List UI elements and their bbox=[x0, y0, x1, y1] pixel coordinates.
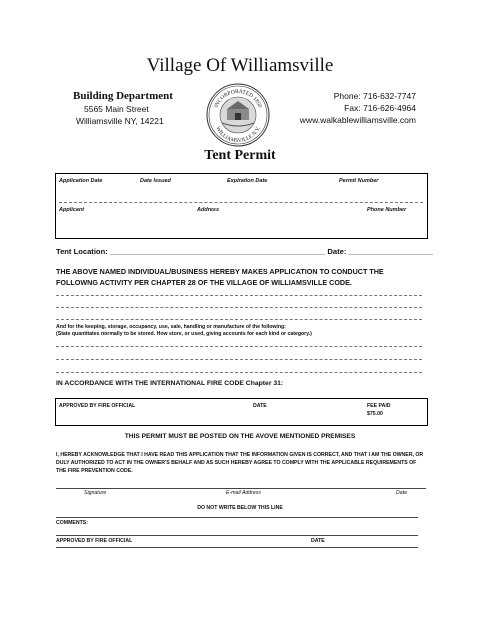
label-date-issued: Date Issued bbox=[140, 178, 171, 184]
label-application-date: Application Date bbox=[59, 178, 103, 184]
signature-date-label: Date bbox=[396, 490, 407, 496]
applicant-info-box bbox=[55, 173, 428, 239]
label-applicant: Applicant bbox=[59, 207, 85, 213]
comments-top-line bbox=[56, 517, 418, 518]
comments-bottom-line[interactable] bbox=[56, 535, 418, 536]
activity-line-3[interactable] bbox=[56, 319, 422, 320]
storage-line-3[interactable] bbox=[56, 372, 422, 373]
address-line-2: Williamsville NY, 14221 bbox=[76, 116, 164, 126]
activity-line-2[interactable] bbox=[56, 307, 422, 308]
tent-location-row bbox=[56, 247, 433, 256]
approval-box bbox=[55, 398, 428, 426]
dashed-divider bbox=[59, 202, 423, 203]
tent-location-label: Tent Location: bbox=[56, 247, 108, 256]
label-expiration-date: Expiration Date bbox=[227, 178, 268, 184]
website-text: www.walkablewilliamsville.com bbox=[299, 115, 416, 125]
phone-text: Phone: 716-632-7747 bbox=[333, 91, 416, 101]
email-label: E-mail Address bbox=[226, 490, 261, 496]
tent-date-label: Date: bbox=[327, 247, 347, 256]
acknowledgement-text: I, HEREBY ACKNOWLEDGE THAT I HAVE READ THIS APPLICATION THAT THE INFORMATION GIVEN IS CORRECT, AND THAT I AM THE OWNER, OR DULY AUTHORIZED TO ACT IN THE OWNER'S BEHALF AND AS SUCH HEREBY AGREE TO COMPLY WITH THE APPLICABLE REQUIREMENTS OF THE FIRE PREVENTION CODE. bbox=[56, 452, 424, 474]
comments-label: COMMENTS: bbox=[56, 520, 88, 526]
seal-bottom-text: WILLIAMSVILLE N.Y. bbox=[214, 125, 262, 145]
fax-text: Fax: 716-626-4964 bbox=[344, 103, 416, 113]
label-phone-number: Phone Number bbox=[367, 207, 407, 213]
page-title: Village Of Williamsville bbox=[146, 55, 334, 76]
department-name: Building Department bbox=[73, 90, 173, 102]
storage-line-2[interactable] bbox=[56, 359, 422, 360]
bottom-approval-line[interactable] bbox=[56, 547, 418, 548]
keeping-text-2: (State quantitates normally to be stored. How store, or used, giving accounts for each kind or category.) bbox=[56, 331, 312, 337]
form-title: Tent Permit bbox=[204, 148, 276, 163]
seal-top-text: INCORPORATED 1850 bbox=[213, 88, 263, 109]
storage-line-1[interactable] bbox=[56, 346, 422, 347]
tent-date-blank[interactable]: ____________________ bbox=[348, 247, 433, 256]
bottom-date-label: DATE bbox=[311, 538, 325, 544]
posting-notice: THIS PERMIT MUST BE POSTED ON THE AVOVE MENTIONED PREMISES bbox=[124, 433, 356, 440]
approved-by-label: APPROVED BY FIRE OFFICIAL bbox=[59, 403, 136, 409]
label-address: Address bbox=[197, 207, 220, 213]
signature-label: Signature bbox=[84, 490, 107, 496]
do-not-write-notice: DO NOT WRITE BELOW THIS LINE bbox=[197, 505, 283, 511]
fee-amount: $75.00 bbox=[367, 411, 383, 417]
keeping-text-1: And for the keeping, storage, occupancy, use, sale, handling or manufacture of the following: bbox=[56, 324, 286, 330]
tent-location-blank[interactable]: ___________________________________________________ bbox=[109, 247, 326, 256]
village-seal bbox=[205, 82, 271, 148]
fire-code-statement: IN ACCORDANCE WITH THE INTERNATIONAL FIRE CODE Chapter 31: bbox=[56, 380, 284, 387]
bottom-approved-by-label: APPROVED BY FIRE OFFICIAL bbox=[56, 538, 133, 544]
signature-line[interactable] bbox=[56, 488, 426, 489]
address-line-1: 5565 Main Street bbox=[84, 104, 149, 114]
activity-line-1[interactable] bbox=[56, 295, 422, 296]
fee-paid-label: FEE PAID bbox=[367, 403, 391, 409]
application-statement: THE ABOVE NAMED INDIVIDUAL/BUSINESS HEREBY MAKES APPLICATION TO CONDUCT THE FOLLOWNG ACTIVITY PER CHAPTER 28 OF THE VILLAGE OF WILLIAMSVILLE CODE. bbox=[56, 267, 384, 287]
approval-date-label: DATE bbox=[253, 403, 267, 409]
label-permit-number: Permit Number bbox=[339, 178, 379, 184]
